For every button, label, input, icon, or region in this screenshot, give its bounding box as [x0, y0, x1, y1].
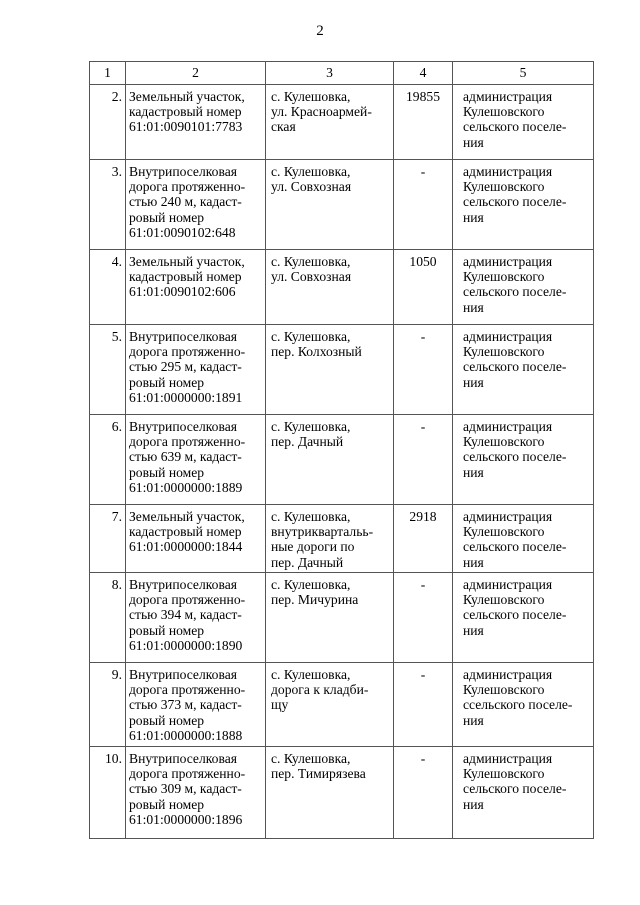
address-line: с. Кулешовка, — [271, 254, 351, 269]
address-line: ул. Совхозная — [271, 269, 352, 285]
row-number-cell — [90, 325, 126, 415]
object-cell — [126, 663, 266, 747]
address-line: пер. Мичурина — [271, 592, 359, 608]
holder-line: Кулешовского — [463, 592, 545, 608]
holder-line: ния — [463, 622, 484, 638]
area-value: 2918 — [409, 509, 437, 524]
holder-line: ния — [463, 374, 484, 390]
object-line: дорога протяженно- — [129, 434, 246, 450]
holder-line: ния — [463, 299, 484, 315]
address-line: пер. Дачный — [271, 554, 344, 570]
object-line: стью 295 м, кадаст- — [129, 359, 242, 375]
area-value: - — [420, 419, 426, 434]
holder-line: администрация — [463, 89, 553, 104]
table-row — [90, 85, 594, 160]
object-line: Внутрипоселковая — [129, 667, 237, 682]
holder-line: сельского поселе- — [463, 284, 567, 300]
area-value: - — [420, 577, 426, 592]
object-line: 61:01:0090102:648 — [129, 224, 236, 240]
address-cell — [266, 747, 394, 839]
holder-line: сельского поселе- — [463, 449, 567, 465]
object-cell — [126, 85, 266, 160]
object-line: стью 639 м, кадаст- — [129, 449, 242, 465]
address-cell — [266, 160, 394, 250]
object-line: Внутрипоселковая — [129, 329, 237, 344]
address-line: ные дороги по — [271, 539, 355, 555]
area-value: 19855 — [406, 89, 440, 104]
address-line: ул. Совхозная — [271, 179, 352, 195]
address-line: с. Кулешовка, — [271, 419, 351, 434]
table-row — [90, 415, 594, 505]
row-number-cell — [90, 250, 126, 325]
row-number: 7. — [111, 509, 122, 524]
column-header: 4 — [394, 62, 453, 85]
table-row — [90, 250, 594, 325]
address-line: с. Кулешовка, — [271, 509, 351, 524]
holder-cell — [453, 505, 594, 573]
column-header: 3 — [266, 62, 394, 85]
area-cell — [394, 747, 453, 839]
object-line: Земельный участок, — [129, 254, 245, 269]
row-number: 4. — [111, 254, 122, 269]
holder-line: Кулешовского — [463, 269, 545, 285]
holder-line: сельского поселе- — [463, 119, 567, 135]
object-line: 61:01:0090102:606 — [129, 284, 236, 300]
address-cell — [266, 573, 394, 663]
object-line: стью 309 м, кадаст- — [129, 781, 242, 797]
column-header: 2 — [126, 62, 266, 85]
holder-line: администрация — [463, 509, 553, 524]
row-number: 3. — [111, 164, 122, 179]
object-line: кадастровый номер — [129, 524, 242, 540]
object-line: 61:01:0000000:1889 — [129, 479, 243, 495]
address-cell — [266, 415, 394, 505]
address-cell — [266, 325, 394, 415]
object-line: кадастровый номер — [129, 269, 242, 285]
row-number: 5. — [111, 329, 122, 344]
table-row — [90, 663, 594, 747]
object-line: ровый номер — [129, 712, 205, 728]
row-number: 6. — [111, 419, 122, 434]
object-cell — [126, 747, 266, 839]
object-line: Земельный участок, — [129, 89, 245, 104]
column-header: 1 — [90, 62, 126, 85]
area-value: 1050 — [409, 254, 437, 269]
address-line: пер. Тимирязева — [271, 766, 366, 782]
holder-line: администрация — [463, 667, 553, 682]
object-line: стью 240 м, кадаст- — [129, 194, 242, 210]
holder-cell — [453, 415, 594, 505]
address-line: дорога к кладби- — [271, 682, 369, 698]
address-line: с. Кулешовка, — [271, 667, 351, 682]
object-line: 61:01:0090101:7783 — [129, 119, 243, 135]
holder-line: сельского поселе- — [463, 359, 567, 375]
holder-line: сельского поселе- — [463, 194, 567, 210]
area-cell — [394, 250, 453, 325]
address-line: ская — [271, 119, 296, 135]
object-line: дорога протяженно- — [129, 179, 246, 195]
holder-cell — [453, 85, 594, 160]
address-cell — [266, 663, 394, 747]
row-number: 8. — [111, 577, 122, 592]
area-cell — [394, 325, 453, 415]
object-line: ровый номер — [129, 374, 205, 390]
holder-line: Кулешовского — [463, 434, 545, 450]
table-row — [90, 747, 594, 839]
holder-line: ния — [463, 134, 484, 150]
holder-cell — [453, 663, 594, 747]
object-cell — [126, 573, 266, 663]
holder-cell — [453, 250, 594, 325]
holder-line: администрация — [463, 419, 553, 434]
object-line: ровый номер — [129, 622, 205, 638]
holder-line: Кулешовского — [463, 682, 545, 698]
address-line: с. Кулешовка, — [271, 164, 351, 179]
object-line: ровый номер — [129, 464, 205, 480]
holder-cell — [453, 573, 594, 663]
holder-line: Кулешовского — [463, 766, 545, 782]
row-number-cell — [90, 505, 126, 573]
object-line: кадастровый номер — [129, 104, 242, 120]
object-cell — [126, 505, 266, 573]
address-line: пер. Колхозный — [271, 344, 362, 360]
row-number: 9. — [111, 667, 122, 682]
object-line: Внутрипоселковая — [129, 577, 237, 592]
holder-line: ния — [463, 464, 484, 480]
column-header: 5 — [453, 62, 594, 85]
row-number-cell — [90, 85, 126, 160]
page-number: 2 — [316, 23, 324, 39]
header-row — [90, 62, 594, 85]
row-number-cell — [90, 415, 126, 505]
object-line: стью 394 м, кадаст- — [129, 607, 242, 623]
object-line: стью 373 м, кадаст- — [129, 697, 242, 713]
area-cell — [394, 573, 453, 663]
holder-line: сельского поселе- — [463, 539, 567, 555]
holder-line: ния — [463, 554, 484, 570]
object-line: 61:01:0000000:1891 — [129, 389, 243, 405]
object-cell — [126, 250, 266, 325]
table-row — [90, 505, 594, 573]
object-cell — [126, 415, 266, 505]
table-row — [90, 325, 594, 415]
address-line: с. Кулешовка, — [271, 89, 351, 104]
area-cell — [394, 85, 453, 160]
table-row — [90, 573, 594, 663]
object-line: 61:01:0000000:1888 — [129, 727, 243, 743]
object-line: 61:01:0000000:1896 — [129, 811, 243, 827]
object-line: ровый номер — [129, 796, 205, 812]
area-cell — [394, 505, 453, 573]
holder-line: ния — [463, 209, 484, 225]
address-line: ул. Красноармей- — [271, 104, 372, 120]
area-cell — [394, 663, 453, 747]
address-line: щу — [271, 697, 289, 713]
object-line: 61:01:0000000:1890 — [129, 637, 243, 653]
object-line: Земельный участок, — [129, 509, 245, 524]
area-cell — [394, 160, 453, 250]
row-number-cell — [90, 663, 126, 747]
holder-cell — [453, 325, 594, 415]
object-line: Внутрипоселковая — [129, 751, 237, 766]
holder-line: администрация — [463, 577, 553, 592]
area-value: - — [420, 164, 426, 179]
row-number-cell — [90, 573, 126, 663]
holder-line: Кулешовского — [463, 344, 545, 360]
table-row — [90, 160, 594, 250]
row-number-cell — [90, 747, 126, 839]
row-number: 10. — [105, 751, 122, 766]
holder-line: ссельского поселе- — [463, 697, 573, 713]
object-cell — [126, 325, 266, 415]
holder-line: Кулешовского — [463, 524, 545, 540]
object-line: 61:01:0000000:1844 — [129, 539, 243, 555]
holder-line: администрация — [463, 329, 553, 344]
area-value: - — [420, 667, 426, 682]
holder-line: администрация — [463, 254, 553, 269]
object-line: дорога протяженно- — [129, 344, 246, 360]
object-line: дорога протяженно- — [129, 766, 246, 782]
holder-line: администрация — [463, 751, 553, 766]
object-line: Внутрипоселковая — [129, 419, 237, 434]
address-cell — [266, 85, 394, 160]
object-line: Внутрипоселковая — [129, 164, 237, 179]
row-number: 2. — [111, 89, 122, 104]
object-line: дорога протяженно- — [129, 682, 246, 698]
address-line: с. Кулешовка, — [271, 577, 351, 592]
holder-line: сельского поселе- — [463, 781, 567, 797]
holder-cell — [453, 160, 594, 250]
area-cell — [394, 415, 453, 505]
address-cell — [266, 505, 394, 573]
object-cell — [126, 160, 266, 250]
area-value: - — [420, 329, 426, 344]
holder-line: сельского поселе- — [463, 607, 567, 623]
address-line: пер. Дачный — [271, 434, 344, 450]
row-number-cell — [90, 160, 126, 250]
object-line: дорога протяженно- — [129, 592, 246, 608]
holder-cell — [453, 747, 594, 839]
address-line: с. Кулешовка, — [271, 329, 351, 344]
holder-line: Кулешовского — [463, 179, 545, 195]
holder-line: ния — [463, 712, 484, 728]
holder-line: ния — [463, 796, 484, 812]
address-cell — [266, 250, 394, 325]
object-line: ровый номер — [129, 209, 205, 225]
holder-line: администрация — [463, 164, 553, 179]
address-line: внутриквартальь- — [271, 524, 374, 540]
holder-line: Кулешовского — [463, 104, 545, 120]
property-table — [89, 61, 594, 839]
area-value: - — [420, 751, 426, 766]
address-line: с. Кулешовка, — [271, 751, 351, 766]
